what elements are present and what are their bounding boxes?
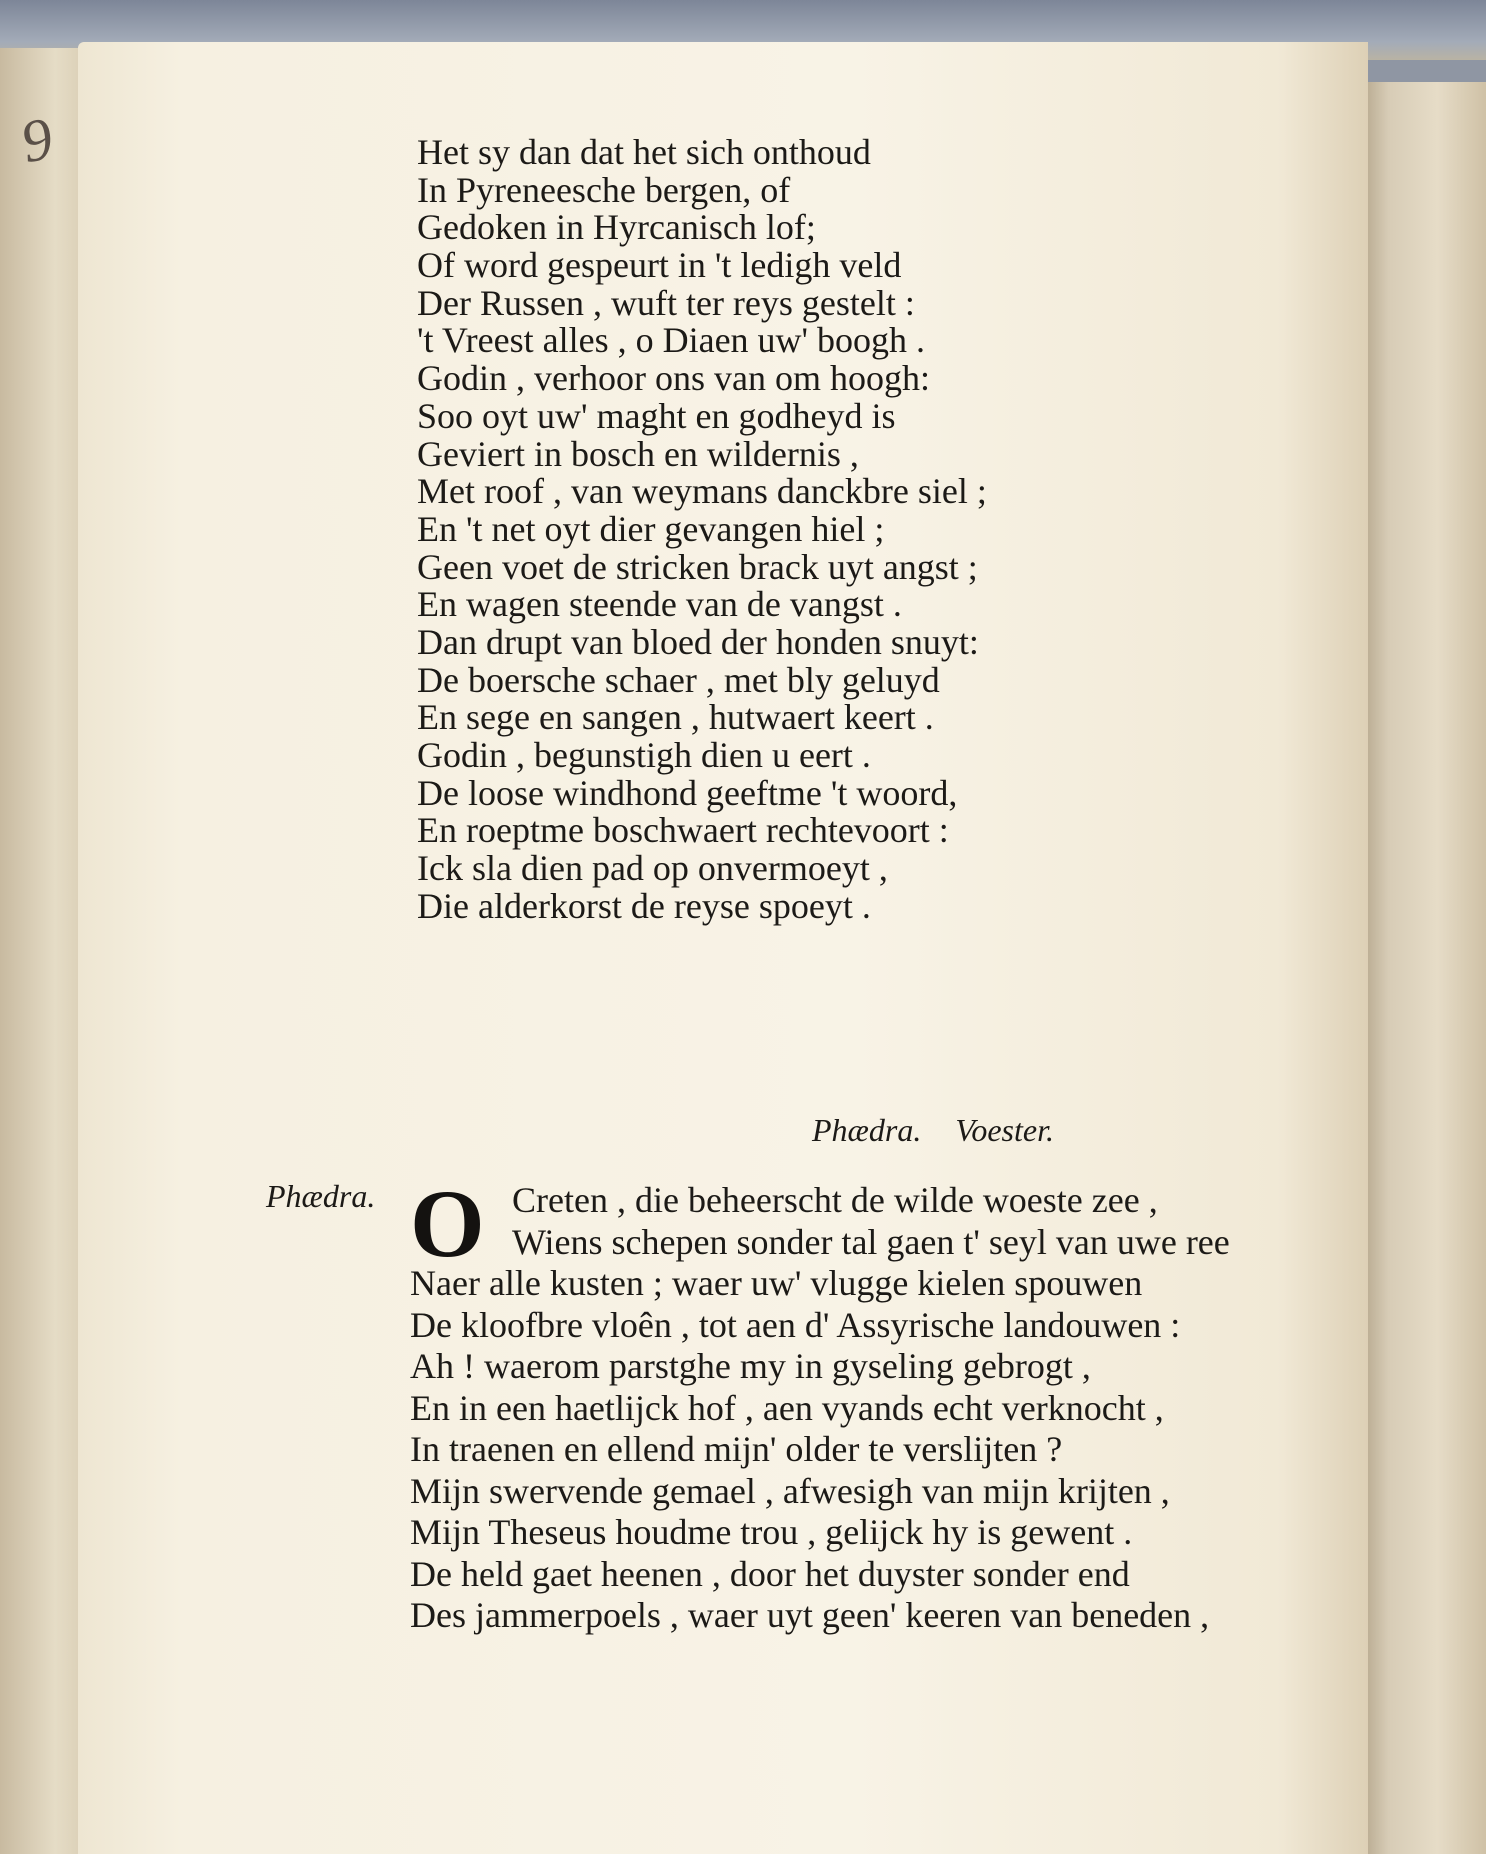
verse-line: Het sy dan dat het sich onthoud — [417, 132, 871, 172]
verse-line: Soo oyt uw' maght en godheyd is — [417, 395, 896, 436]
scene-character-2: Voester. — [955, 1112, 1054, 1148]
speech-line: Mijn Theseus houdme trou , gelijck hy is gewent . — [410, 1512, 1133, 1552]
verse-line: Of word gespeurt in 't ledigh veld — [417, 245, 902, 286]
verse-line: Die alderkorst de reyse spoeyt . — [417, 885, 871, 926]
speech-line: Ah ! waerom parstghe my in gyseling gebrogt , — [410, 1346, 1091, 1386]
verse-line: In Pyreneesche bergen, of — [417, 169, 791, 210]
following-pages-edge — [1364, 82, 1486, 1854]
scene-character-1: Phædra. — [812, 1112, 922, 1148]
verse-line: En roeptme boschwaert rechtevoort : — [417, 810, 949, 851]
speech-line: Des jammerpoels , waer uyt geen' keeren van beneden , — [410, 1595, 1210, 1635]
verse-line: Godin , begunstigh dien u eert . — [417, 735, 871, 775]
verse-line: Dan drupt van bloed der honden snuyt: — [417, 621, 979, 662]
verse-line: 't Vreest alles , o Diaen uw' boogh . — [417, 320, 926, 361]
speech-block — [410, 1180, 1230, 1637]
speech-line: Creten , die beheerscht de wilde woeste zee , — [512, 1180, 1158, 1220]
verse-line: Ick sla dien pad op onvermoeyt , — [417, 848, 888, 889]
verse-line: Met roof , van weymans danckbre siel ; — [417, 471, 987, 512]
drop-cap: O — [410, 1170, 485, 1277]
speaker-label: Phædra. — [266, 1178, 376, 1214]
speech-line: De kloofbre vloên , tot aen d' Assyrische landouwen : — [410, 1304, 1181, 1345]
verse-line: Der Russen , wuft ter reys gestelt : — [417, 282, 915, 323]
verse-line: De boersche schaer , met bly geluyd — [417, 659, 940, 700]
verse-line: Geviert in bosch en wildernis , — [417, 433, 859, 474]
verse-line: En sege en sangen , hutwaert keert . — [417, 697, 934, 738]
verse-line: Geen voet de stricken brack uyt angst ; — [417, 546, 978, 587]
speech-line: Naer alle kusten ; waer uw' vlugge kielen spouwen — [410, 1263, 1143, 1303]
speech-line: En in een haetlijck hof , aen vyands echt verknocht , — [410, 1387, 1164, 1428]
verse-block — [417, 134, 987, 925]
verse-line: De loose windhond geeftme 't woord, — [417, 772, 958, 813]
speech-line: De held gaet heenen , door het duyster sonder end — [410, 1553, 1130, 1594]
speech-line: In traenen en ellend mijn' older te verslijten ? — [410, 1429, 1063, 1469]
speech-line: Wiens schepen sonder tal gaen t' seyl van uwe ree — [512, 1221, 1230, 1262]
speech-line: Mijn swervende gemael , afwesigh van mijn krijten , — [410, 1470, 1170, 1511]
margin-note: 9 — [15, 104, 59, 176]
verse-line: Godin , verhoor ons van om hoogh: — [417, 358, 930, 399]
verse-line: En 't net oyt dier gevangen hiel ; — [417, 508, 885, 549]
verse-line: En wagen steende van de vangst . — [417, 584, 902, 625]
scene-heading — [812, 1112, 1080, 1149]
verse-line: Gedoken in Hyrcanisch lof; — [417, 207, 816, 248]
